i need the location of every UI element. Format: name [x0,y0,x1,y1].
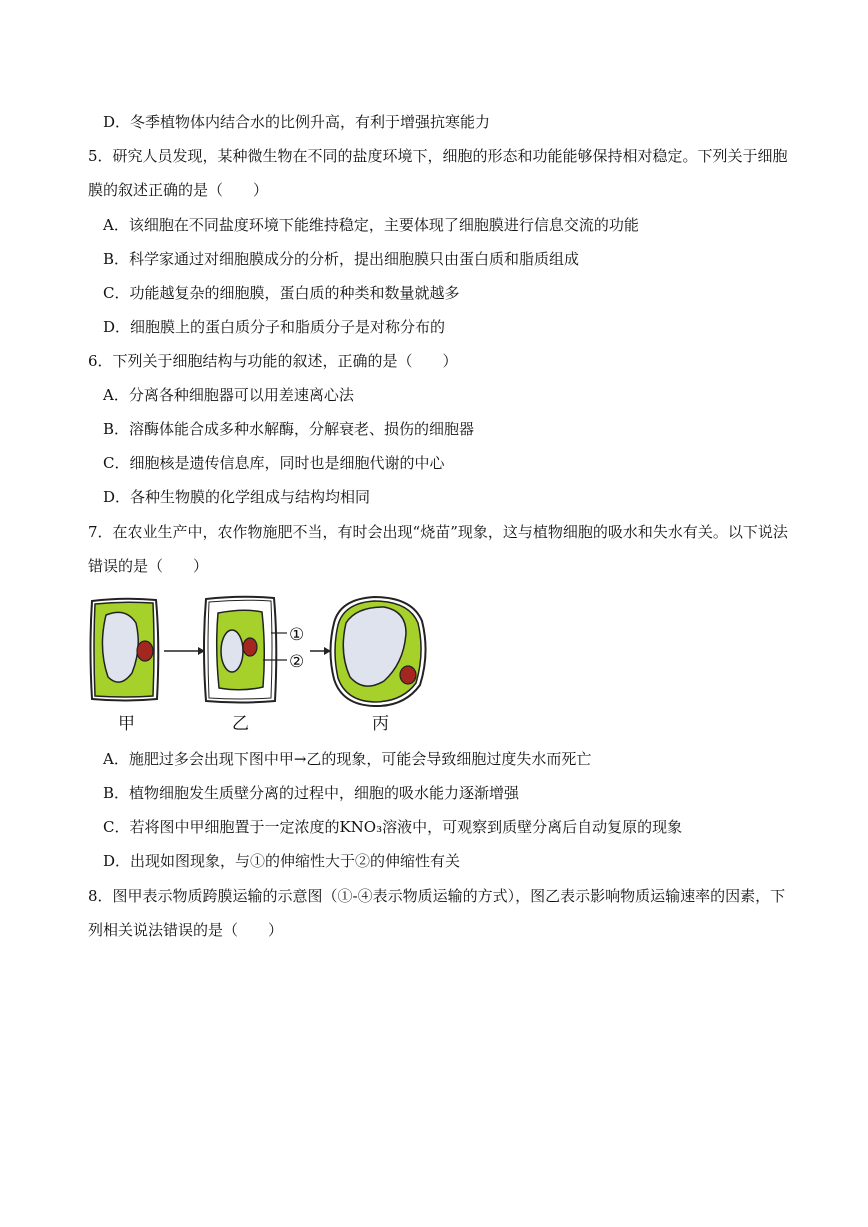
label-jia: 甲 [118,714,135,734]
arrow-jia-to-yi [164,647,205,655]
q8-stem-line2: 列相关说法错误的是（ ） [88,921,284,939]
label-bing: 丙 [372,714,389,734]
nucleus-bing [400,666,416,684]
q7-option-b: B．植物细胞发生质壁分离的过程中，细胞的吸水能力逐渐增强 [103,784,520,802]
q5-option-a: A．该细胞在不同盐度环境下能维持稳定，主要体现了细胞膜进行信息交流的功能 [103,216,639,234]
nucleus-jia [137,641,153,661]
q5-stem-line2: 膜的叙述正确的是（ ） [88,181,269,199]
q5-option-b: B．科学家通过对细胞膜成分的分析，提出细胞膜只由蛋白质和脂质组成 [103,250,580,268]
cell-yi [204,597,304,703]
nucleus-yi [243,638,257,656]
q6-stem: 6．下列关于细胞结构与功能的叙述，正确的是（ ） [88,352,458,370]
q6-option-d: D．各种生物膜的化学组成与结构均相同 [103,488,371,506]
q7-stem-line2: 错误的是（ ） [88,557,209,575]
q7-option-d: D．出现如图现象，与①的伸缩性大于②的伸缩性有关 [103,852,461,870]
q6-option-a: A．分离各种细胞器可以用差速离心法 [103,386,354,404]
q8-stem-line1: 8．图甲表示物质跨膜运输的示意图（①-④表示物质运输的方式），图乙表示影响物质运输速率的因素，下 [88,887,786,905]
q6-option-b: B．溶酶体能合成多种水解酶，分解衰老、损伤的细胞器 [103,420,475,438]
vacuole-jia [102,612,138,682]
arrow-yi-to-bing [310,647,331,655]
q5-stem-line1: 5．研究人员发现，某种微生物在不同的盐度环境下，细胞的形态和功能能够保持相对稳定。下列关于细胞 [88,147,788,165]
plasmolysis-figure [84,593,444,733]
cell-bing [331,597,426,706]
cell-jia [91,599,159,701]
q5-option-c: C．功能越复杂的细胞膜，蛋白质的种类和数量就越多 [103,284,460,302]
q5-option-d: D．细胞膜上的蛋白质分子和脂质分子是对称分布的 [103,318,446,336]
marker-1: ① [289,625,305,645]
vacuole-yi [221,630,243,672]
q6-option-c: C．细胞核是遗传信息库，同时也是细胞代谢的中心 [103,454,445,472]
q7-stem-line1: 7．在农业生产中，农作物施肥不当，有时会出现“烧苗”现象，这与植物细胞的吸水和失水有关。以下说法 [88,523,788,541]
plasmolysis-diagram [84,593,444,733]
q7-option-c: C．若将图中甲细胞置于一定浓度的KNO₃溶液中，可观察到质壁分离后自动复原的现象 [103,818,683,836]
q7-option-a: A．施肥过多会出现下图中甲→乙的现象，可能会导致细胞过度失水而死亡 [103,750,592,768]
label-yi: 乙 [232,714,249,734]
q4-option-d: D．冬季植物体内结合水的比例升高，有利于增强抗寒能力 [103,113,491,131]
marker-2: ② [289,652,305,672]
